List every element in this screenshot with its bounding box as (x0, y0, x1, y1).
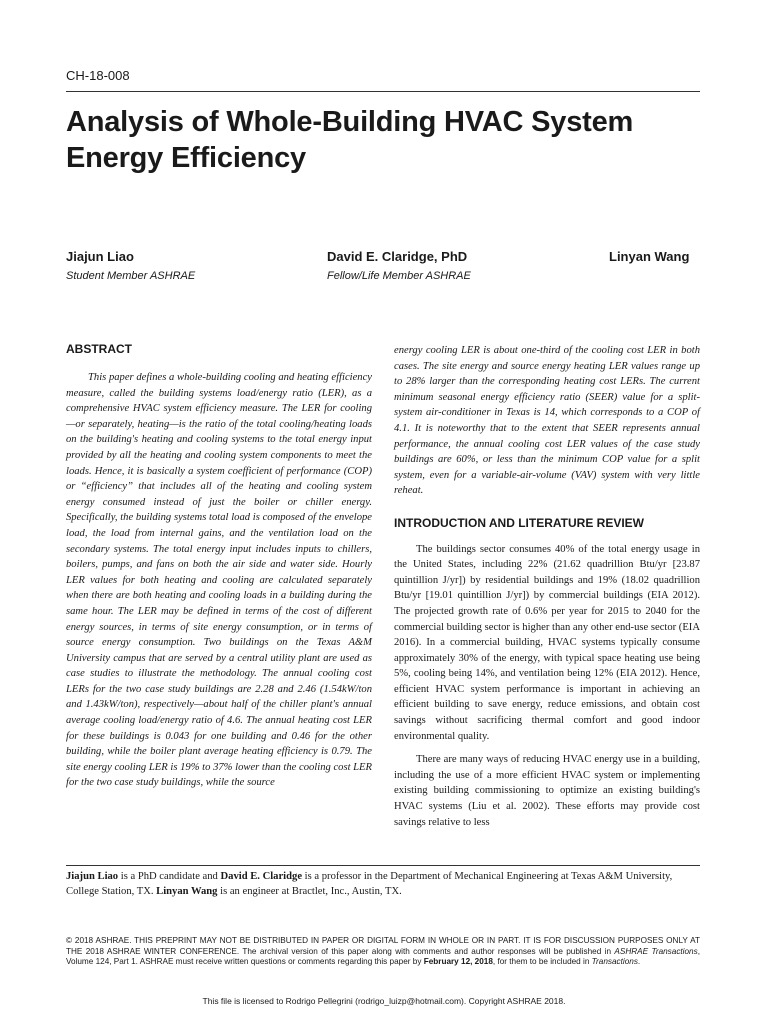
footnote-author: David E. Claridge (220, 871, 303, 882)
footnote-author: Linyan Wang (156, 886, 218, 897)
copyright-deadline: February 12, 2018 (423, 957, 493, 966)
paper-id: CH-18-008 (66, 68, 130, 83)
abstract-column (66, 370, 372, 791)
copyright-journal: Transactions (591, 957, 638, 966)
paper-title: Analysis of Whole-Building HVAC System Energy Efficiency (66, 106, 634, 174)
intro-paragraph: There are many ways of reducing HVAC energy use in a building, including the use of a more efficient HVAC system or implementing existing building commissioning to optimize an existing building's HVAC systems (Liu et al. 2002). These efforts may provide cost savings relative to less (394, 754, 700, 828)
copyright-text: , for them to be included in (492, 957, 592, 966)
author-membership: Student Member ASHRAE (66, 270, 196, 282)
footnote-text: is a PhD candidate and (118, 871, 221, 882)
license-notice: This file is licensed to Rodrigo Pellegrini (rodrigo_luizp@hotmail.com). Copyright ASHRAE 2018. (202, 996, 566, 1006)
author-name: David E. Claridge, PhD (327, 249, 468, 264)
author-block-3 (609, 249, 689, 264)
author-block-1 (66, 249, 195, 282)
author-block-2 (327, 249, 471, 282)
author-footnote (66, 869, 700, 899)
abstract-text: This paper defines a whole-building cooling and heating efficiency measure, called the building systems load/energy ratio (LER), as a comprehensive HVAC system efficiency measure. The LER for cooling—or separately, heating—is the ratio of the total cooling/heating loads on the building's heating and cooling systems to the total energy input provided by all the heating and cooling system components to meet the loads. Hence, it is basically a system coefficient of performance (COP) or “efficiency” that includes all of the heating and cooling system energy consumed instead of just the boiler or chiller energy. Specifically, the building systems total load is composed of the envelope load, the load from internal gains, and the ventilation load on the secondary systems. The total energy input includes inputs to chillers, boilers, pumps, and fans on both the air side and water side. Hourly LER values for both heating and cooling are calculated separately when there are both heating and cooling loads in a building during the same hour. The LER may be defined in terms of the cost of different energy sources, in terms of site energy consumption, or in terms of source energy consumption. Two buildings on the Texas A&M University campus that are served by a central utility plant are used as case studies to illustrate the methodology. The annual cooling cost LERs for the two case study buildings are 2.28 and 2.46 (1.54kW/ton and 1.43kW/ton), respectively—about half of the chiller plant's annual average cooling load/energy ratio of 4.6. The annual heating cost LER for these buildings is 0.043 for one building and 0.46 for the other building, while the boiler plant average heating efficiency is 0.79. The site energy cooling LER is 19% to 37% lower than the cooling cost LER for the two case study buildings, while the source (66, 372, 372, 789)
section-heading-introduction: INTRODUCTION AND LITERATURE REVIEW (394, 515, 644, 530)
footnote-text: is an engineer at Bractlet, Inc., Austin, TX. (217, 886, 402, 897)
footnote-text: is a professor in the Department of Mechanical Engineering at Texas A&M University, College Station, TX. (66, 871, 673, 897)
copyright-notice (66, 936, 700, 968)
author-name: Linyan Wang (609, 249, 690, 264)
header-rule (66, 91, 700, 92)
author-name: Jiajun Liao (66, 249, 134, 264)
abstract-heading: ABSTRACT (66, 342, 132, 356)
author-membership: Fellow/Life Member ASHRAE (327, 270, 471, 282)
copyright-journal: ASHRAE Transactions (614, 946, 698, 956)
footnote-rule (66, 865, 700, 866)
right-column (394, 343, 700, 830)
footnote-author: Jiajun Liao (66, 871, 119, 882)
copyright-text: © 2018 ASHRAE. THIS PREPRINT MAY NOT BE DISTRIBUTED IN PAPER OR DIGITAL FORM IN WHOLE OR IN PART. IT IS FOR DISCUSSION PURPOSES ONLY AT THE 2018 ASHRAE WINTER CONFERENCE. The archival version of this paper along with comments and author responses will be published in (66, 936, 700, 956)
intro-paragraph: The buildings sector consumes 40% of the total energy usage in the United States, including 22% (21.62 quadrillion Btu/yr [23.87 quintillion J/yr]) by residential buildings and 19% (18.02 quadrillion Btu/yr [19.01 quintillion J/yr]) by commercial buildings (EIA 2012). The projected growth rate of 0.6% per year for 2015 to 2040 for the commercial building sector is higher than any other end-use sector (EIA 2016). In a commercial building, HVAC systems typically consume approximately 30% of the energy, with typical space heating use being 5%, cooling being 14%, and ventilation being 12% (EIA 2012). Hence, efficient HVAC system performance is important in achieving an efficient building to save energy, reduce emissions, and obtain cost savings without sacrificing thermal comfort and good indoor environmental quality. (394, 543, 700, 742)
abstract-continued: energy cooling LER is about one-third of the cooling cost LER in both cases. The site energy and source energy heating LER values range up to 28% larger than the corresponding heating cost LERs. The current minimum seasonal energy efficiency ratio (SEER) value for a split-system air-conditioner in Texas is 14, which corresponds to a COP of 4.1. It is noteworthy that to the extent that SEER represents annual performance, the annual cooling cost LER values of the case study buildings are 60%, or less than the minimum COP value for a split system, even for a variable-air-volume (VAV) system with very little reheat. (394, 345, 700, 497)
copyright-text: . (637, 957, 641, 966)
copyright-text: , Volume 124, Part 1. ASHRAE must receive written questions or comments regarding this paper by (66, 946, 700, 966)
